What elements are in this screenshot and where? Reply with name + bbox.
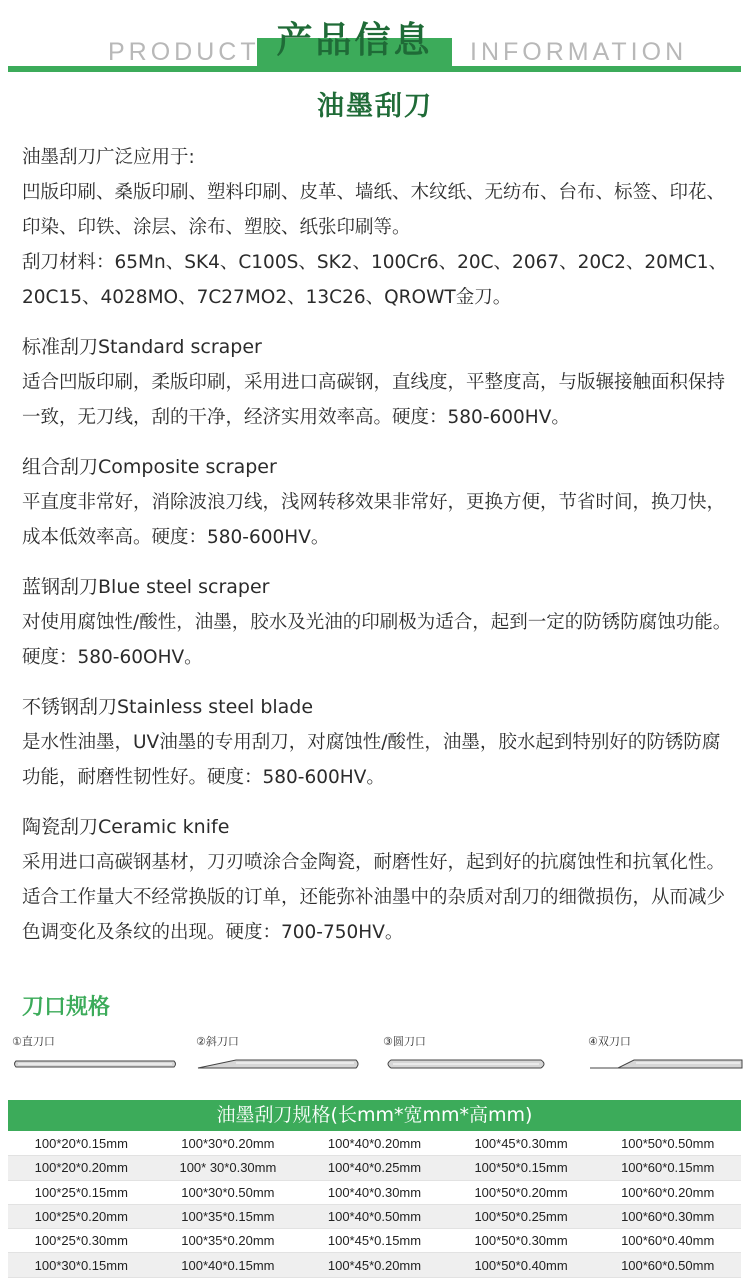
section-title: 蓝钢刮刀Blue steel scraper: [22, 576, 270, 598]
table-cell: 100*60*0.40mm: [594, 1229, 741, 1253]
table-row: [8, 1180, 741, 1204]
section-text: 平直度非常好，消除波浪刀线，浅网转移效果非常好，更换方便，节省时间，换刀快，成本低效率高。硬度：580-600HV。: [22, 492, 726, 548]
intro-materials: 刮刀材料：65Mn、SK4、C100S、SK2、100Cr6、20C、2067、20C2、20MC1、20C15、4028MO、7C27MO2、13C26、QROWT金刀。: [22, 252, 728, 308]
section-text: 采用进口高碳钢基材，刀刃喷涂合金陶瓷，耐磨性好，起到好的抗腐蚀性和抗氧化性。适合工作量大不经常换版的订单，还能弥补油墨中的杂质对刮刀的细微损伤，从而减少色调变化及条纹的出现。硬度：700-750HV。: [22, 852, 726, 943]
table-cell: 100*40*0.15mm: [155, 1253, 302, 1277]
section-title: 不锈钢刮刀Stainless steel blade: [22, 696, 314, 718]
table-cell: 100*50*0.15mm: [448, 1156, 595, 1180]
table-cell: 100*35*0.15mm: [155, 1204, 302, 1228]
table-cell: 100*50*0.25mm: [448, 1204, 595, 1228]
blade-label: ③圆刀口: [383, 1035, 426, 1048]
table-cell: 100*60*0.15mm: [594, 1156, 741, 1180]
table-cell: 100*50*0.20mm: [448, 1180, 595, 1204]
table-cell: 100*30*0.50mm: [155, 1180, 302, 1204]
intro-applications: 凹版印刷、桑版印刷、塑料印刷、皮革、墙纸、木纹纸、无纺布、台布、标签、印花、印染、印铁、涂层、涂布、塑胶、纸张印刷等。: [22, 182, 726, 238]
section-composite: [22, 450, 734, 555]
header-en-right: INFORMATION: [470, 38, 688, 66]
table-cell: 100*45*0.30mm: [448, 1132, 595, 1156]
spec-table: [8, 1132, 741, 1278]
table-cell: 100*25*0.15mm: [8, 1180, 155, 1204]
bevel-edge-blade-icon: [196, 1055, 362, 1073]
table-cell: 100*40*0.50mm: [301, 1204, 448, 1228]
table-cell: 100*50*0.40mm: [448, 1253, 595, 1277]
edge-spec-title: 刀口规格: [22, 995, 111, 1020]
spec-table-title: 油墨刮刀规格(长mm*宽mm*高mm): [8, 1100, 741, 1131]
blade-label: ②斜刀口: [196, 1035, 239, 1048]
table-cell: 100*20*0.15mm: [8, 1132, 155, 1156]
header-cn-title: 产品信息: [276, 20, 433, 61]
table-cell: 100*25*0.30mm: [8, 1229, 155, 1253]
blade-types: [0, 1030, 750, 1080]
table-cell: 100*50*0.50mm: [594, 1132, 741, 1156]
table-cell: 100*60*0.30mm: [594, 1204, 741, 1228]
section-text: 适合凹版印刷，柔版印刷，采用进口高碳钢，直线度，平整度高，与版辗接触面积保持一致，无刀线，刮的干净，经济实用效率高。硬度：580-600HV。: [22, 372, 726, 428]
table-cell: 100*30*0.20mm: [155, 1132, 302, 1156]
section-text: 是水性油墨，UV油墨的专用刮刀，对腐蚀性/酸性，油墨，胶水起到特别好的防锈防腐功能，耐磨性韧性好。硬度：580-600HV。: [22, 732, 721, 788]
table-cell: 100*40*0.20mm: [301, 1132, 448, 1156]
table-cell: 100*45*0.20mm: [301, 1253, 448, 1277]
header-en-left: PRODUCT: [108, 38, 260, 66]
intro-line: 油墨刮刀广泛应用于:: [22, 147, 195, 168]
table-cell: 100*60*0.20mm: [594, 1180, 741, 1204]
table-row: [8, 1156, 741, 1180]
double-edge-blade-icon: [588, 1055, 744, 1073]
page-header: [0, 0, 750, 78]
description: [22, 140, 734, 950]
section-title: 组合刮刀Composite scraper: [22, 456, 277, 478]
table-row: [8, 1229, 741, 1253]
section-standard: [22, 330, 734, 435]
table-cell: 100*45*0.15mm: [301, 1229, 448, 1253]
section-ceramic: [22, 810, 734, 950]
table-cell: 100*40*0.30mm: [301, 1180, 448, 1204]
table-cell: 100*20*0.20mm: [8, 1156, 155, 1180]
section-title: 陶瓷刮刀Ceramic knife: [22, 816, 230, 838]
blade-label: ①直刀口: [12, 1035, 55, 1048]
table-row: [8, 1253, 741, 1277]
table-row: [8, 1204, 741, 1228]
table-cell: 100*60*0.50mm: [594, 1253, 741, 1277]
blade-label: ④双刀口: [588, 1035, 631, 1048]
section-stainless: [22, 690, 734, 795]
straight-edge-blade-icon: [12, 1055, 178, 1073]
table-cell: 100*40*0.25mm: [301, 1156, 448, 1180]
section-blue-steel: [22, 570, 734, 675]
section-text: 对使用腐蚀性/酸性，油墨，胶水及光油的印刷极为适合，起到一定的防锈防腐蚀功能。硬度：580-60OHV。: [22, 612, 732, 668]
product-name: 油墨刮刀: [317, 91, 433, 122]
table-cell: 100* 30*0.30mm: [155, 1156, 302, 1180]
round-edge-blade-icon: [383, 1055, 549, 1073]
table-cell: 100*25*0.20mm: [8, 1204, 155, 1228]
section-title: 标准刮刀Standard scraper: [22, 336, 262, 358]
table-cell: 100*35*0.20mm: [155, 1229, 302, 1253]
table-row: [8, 1132, 741, 1156]
table-cell: 100*50*0.30mm: [448, 1229, 595, 1253]
table-cell: 100*30*0.15mm: [8, 1253, 155, 1277]
